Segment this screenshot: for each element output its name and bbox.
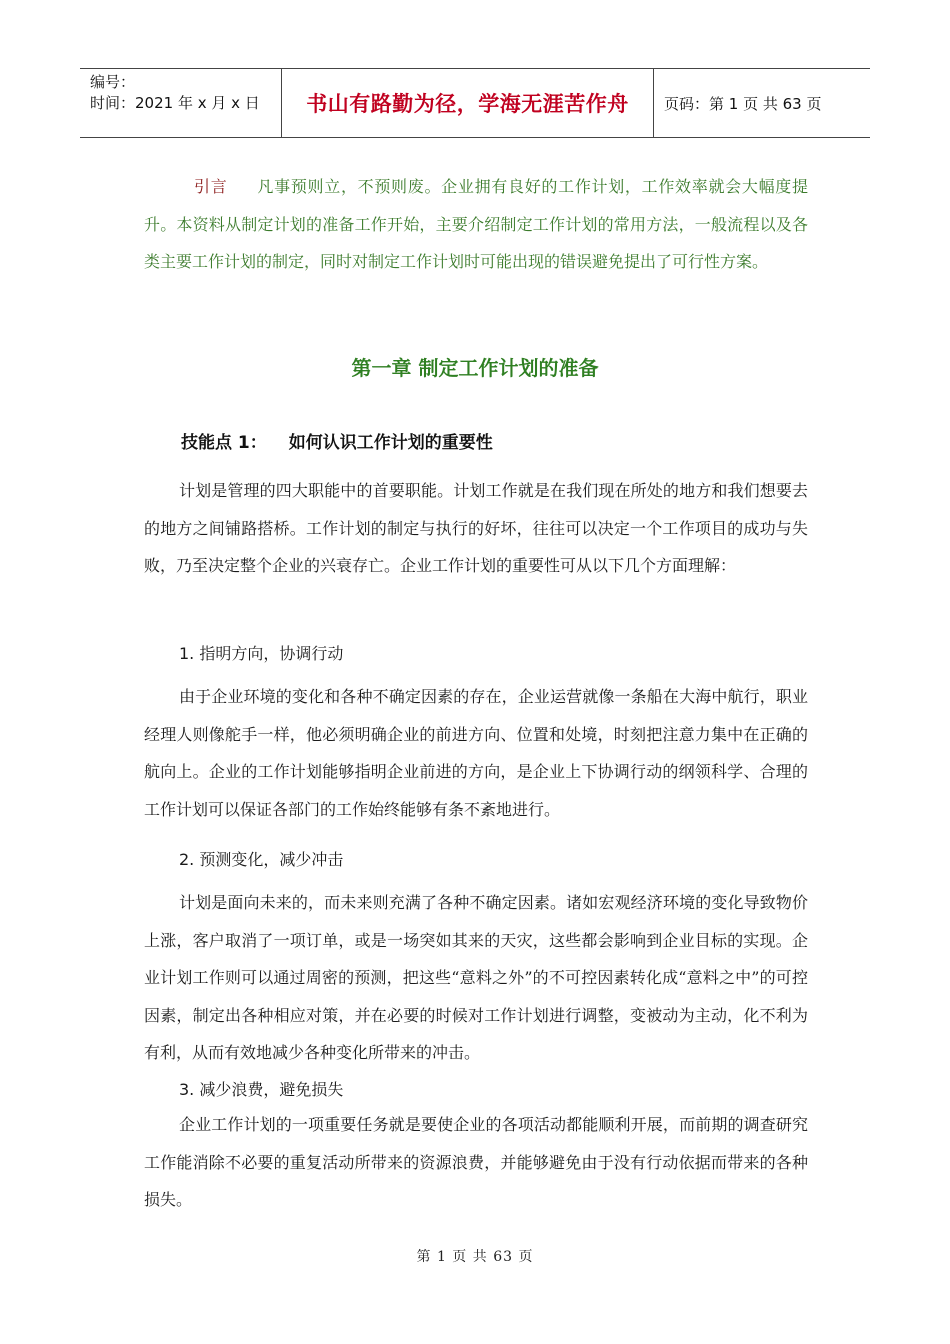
document-number-label: 编号： bbox=[90, 73, 136, 91]
intro-lead: 引言 bbox=[194, 177, 228, 196]
body-paragraph: 由于企业环境的变化和各种不确定因素的存在，企业运营就像一条船在大海中航行，职业经理人则像舵手一样，他必须明确企业的前进方向、位置和处境，时刻把注意力集中在正确的航向上。企业的工作计划能够指明企业前进的方向，是企业上下协调行动的纲领科学、合理的工作计划可以保证各部门的工作始终能够有条不紊地进行。 bbox=[144, 687, 808, 819]
header-motto: 书山有路勤为径，学海无涯苦作舟 bbox=[282, 69, 654, 137]
page-header bbox=[80, 68, 870, 138]
section-heading: 3. 减少浪费，避免损失 bbox=[179, 1080, 344, 1099]
document-date: 时间：2021 年 x 月 x 日 bbox=[90, 94, 260, 112]
chapter-title: 第一章 制定工作计划的准备 bbox=[351, 356, 599, 380]
skill-label: 技能点 1： bbox=[181, 433, 267, 453]
section-heading: 1. 指明方向，协调行动 bbox=[179, 644, 344, 663]
introduction bbox=[144, 168, 808, 281]
body-paragraph: 计划是管理的四大职能中的首要职能。计划工作就是在我们现在所处的地方和我们想要去的地方之间铺路搭桥。工作计划的制定与执行的好坏，往往可以决定一个工作项目的成功与失败，乃至决定整个企业的兴衰存亡。企业工作计划的重要性可从以下几个方面理解： bbox=[144, 481, 808, 575]
page-footer: 第 1 页 共 63 页 bbox=[416, 1249, 534, 1265]
section-heading: 2. 预测变化，减少冲击 bbox=[179, 850, 344, 869]
intro-text: 凡事预则立，不预则废。企业拥有良好的工作计划，工作效率就会大幅度提升。本资料从制定计划的准备工作开始，主要介绍制定工作计划的常用方法，一般流程以及各类主要工作计划的制定，同时对制定工作计划时可能出现的错误避免提出了可行性方案。 bbox=[144, 177, 808, 271]
skill-heading bbox=[181, 428, 493, 453]
body-paragraph: 计划是面向未来的，而未来则充满了各种不确定因素。诸如宏观经济环境的变化导致物价上涨，客户取消了一项订单，或是一场突如其来的天灾，这些都会影响到企业目标的实现。企业计划工作则可以通过周密的预测，把这些“意料之外”的不可控因素转化成“意料之中”的可控因素，制定出各种相应对策，并在必要的时候对工作计划进行调整，变被动为主动，化不利为有利，从而有效地减少各种变化所带来的冲击。 bbox=[144, 893, 808, 1062]
body-paragraph: 企业工作计划的一项重要任务就是要使企业的各项活动都能顺利开展，而前期的调查研究工作能消除不必要的重复活动所带来的资源浪费，并能够避免由于没有行动依据而带来的各种损失。 bbox=[144, 1115, 808, 1209]
header-meta bbox=[80, 69, 282, 137]
header-page-info: 页码：第 1 页 共 63 页 bbox=[664, 94, 822, 113]
skill-title: 如何认识工作计划的重要性 bbox=[288, 433, 493, 453]
